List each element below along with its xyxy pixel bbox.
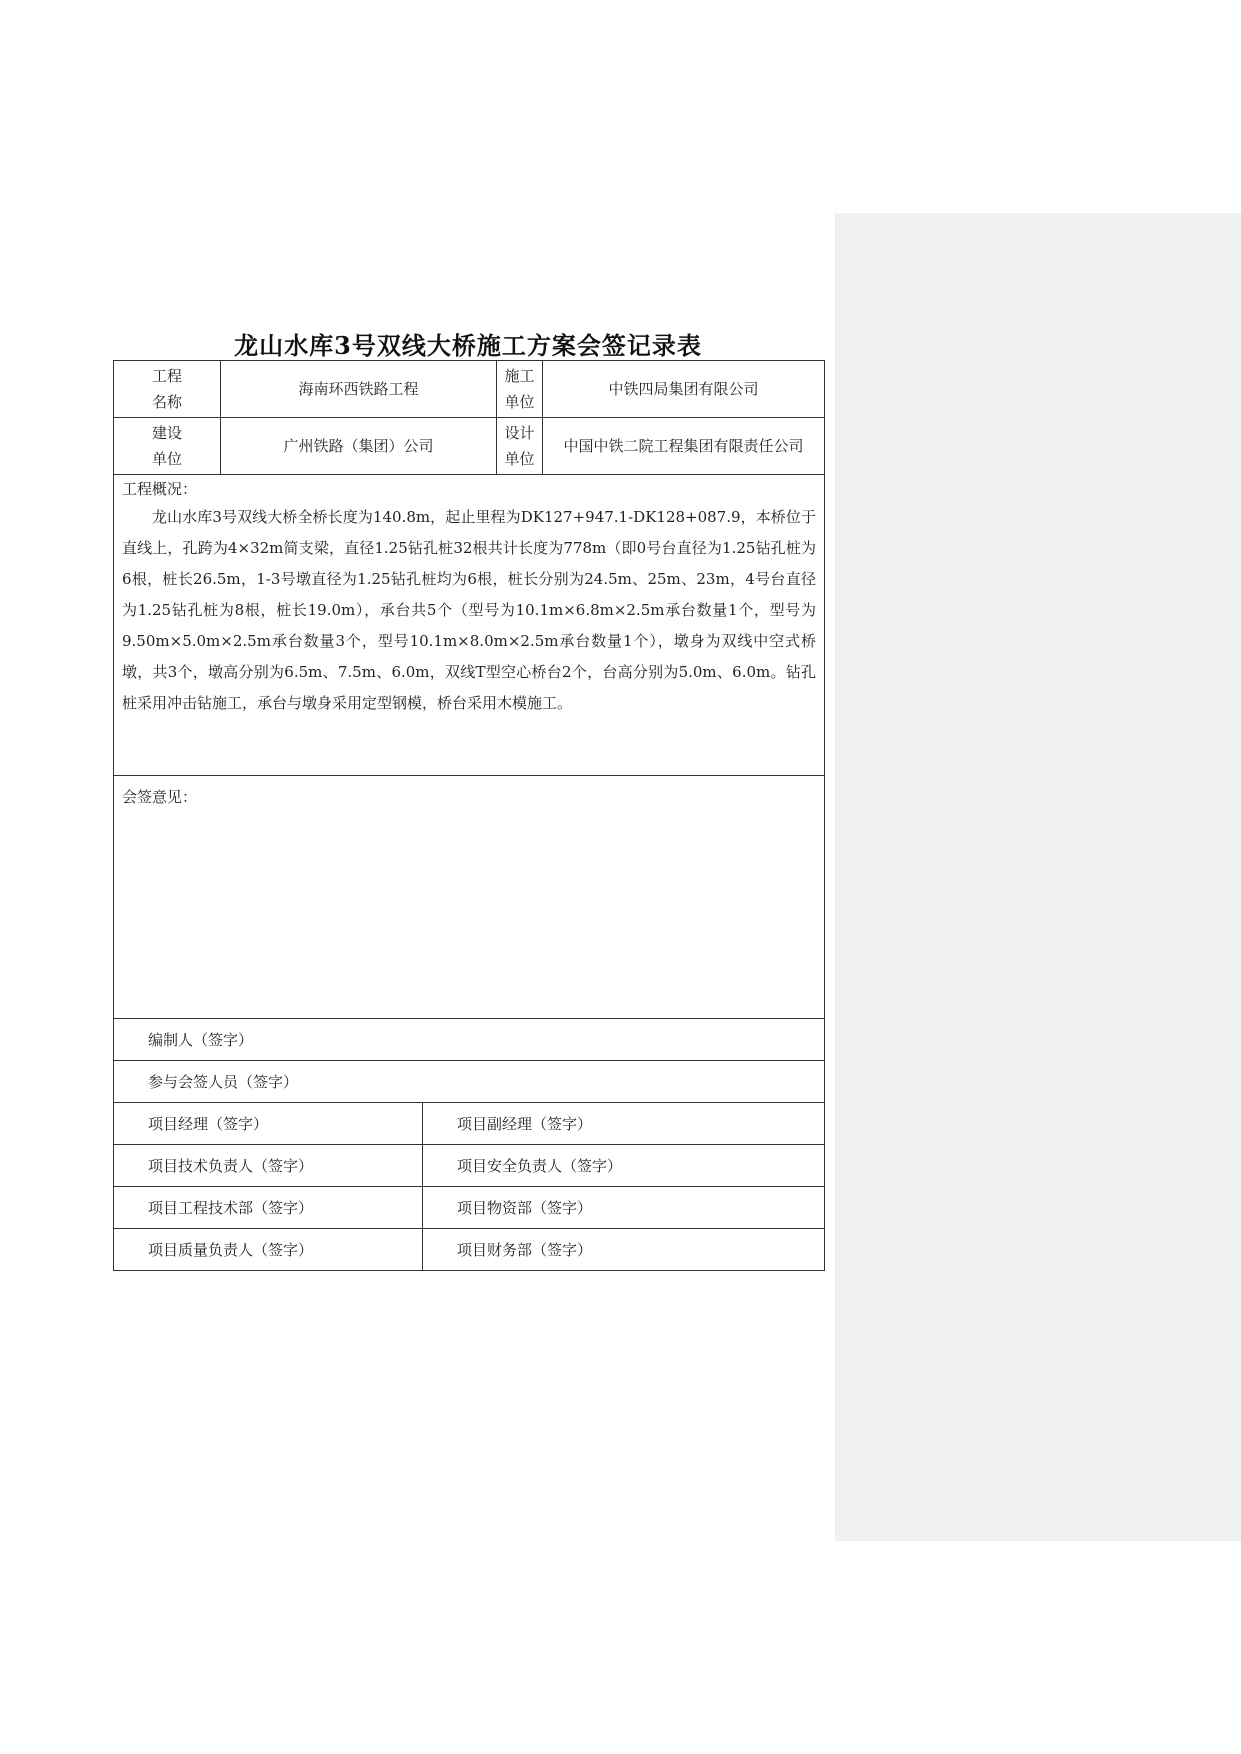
owner-unit-label: 建设 单位 xyxy=(114,418,221,475)
opinion-label: 会签意见： xyxy=(122,788,198,806)
compiler-row xyxy=(114,1019,825,1061)
overview-body: 龙山水库3号双线大桥全桥长度为140.8m，起止里程为DK127+947.1-DK128+087.9，本桥位于直线上，孔跨为4×32m简支梁，直径1.25钻孔桩32根共计长度为778m（即0号台直径为1.25钻孔桩为6根，桩长26.5m，1-3号墩直径为1.25钻孔桩均为6根，桩长分别为24.5m、25m、23m，4号台直径为1.25钻孔桩为8根，桩长19.0m），承台共5个（型号为10.1m×6.8m×2.5m承台数量1个，型号为9.50m×5.0m×2.5m承台数量3个，型号10.1m×8.0m×2.5m承台数量1个），墩身为双线中空式桥墩，共3个，墩高分别为6.5m、7.5m、6.0m，双线T型空心桥台2个，台高分别为5.0m、6.0m。钻孔桩采用冲击钻施工，承台与墩身采用定型钢模，桥台采用木模施工。 xyxy=(122,508,816,712)
signoff-form-table xyxy=(113,360,825,1271)
project-name-label: 工程 名称 xyxy=(114,361,221,418)
signature-right: 项目副经理（签字） xyxy=(423,1103,825,1145)
owner-unit-value: 广州铁路（集团）公司 xyxy=(221,418,497,475)
signature-row xyxy=(114,1229,825,1271)
signature-left: 项目经理（签字） xyxy=(114,1103,423,1145)
construction-unit-value: 中铁四局集团有限公司 xyxy=(543,361,825,418)
signature-row xyxy=(114,1145,825,1187)
signature-right: 项目安全负责人（签字） xyxy=(423,1145,825,1187)
participants-row xyxy=(114,1061,825,1103)
compiler-signature: 编制人（签字） xyxy=(114,1019,825,1061)
signature-row xyxy=(114,1103,825,1145)
signature-right: 项目财务部（签字） xyxy=(423,1229,825,1271)
header-row-2 xyxy=(114,418,825,475)
design-unit-value: 中国中铁二院工程集团有限责任公司 xyxy=(543,418,825,475)
signature-left: 项目技术负责人（签字） xyxy=(114,1145,423,1187)
comment-margin-pane xyxy=(835,213,1241,1541)
signature-left: 项目质量负责人（签字） xyxy=(114,1229,423,1271)
document-title: 龙山水库3号双线大桥施工方案会签记录表 xyxy=(234,331,702,360)
signature-right: 项目物资部（签字） xyxy=(423,1187,825,1229)
signature-left: 项目工程技术部（签字） xyxy=(114,1187,423,1229)
opinion-row xyxy=(114,776,825,1019)
opinion-cell xyxy=(114,776,825,1019)
signature-row xyxy=(114,1187,825,1229)
project-name-value: 海南环西铁路工程 xyxy=(221,361,497,418)
design-unit-label: 设计 单位 xyxy=(497,418,543,475)
construction-unit-label: 施工 单位 xyxy=(497,361,543,418)
overview-label: 工程概况： xyxy=(122,480,198,498)
header-row-1 xyxy=(114,361,825,418)
overview-cell xyxy=(114,475,825,776)
overview-row xyxy=(114,475,825,776)
participants-signature: 参与会签人员（签字） xyxy=(114,1061,825,1103)
